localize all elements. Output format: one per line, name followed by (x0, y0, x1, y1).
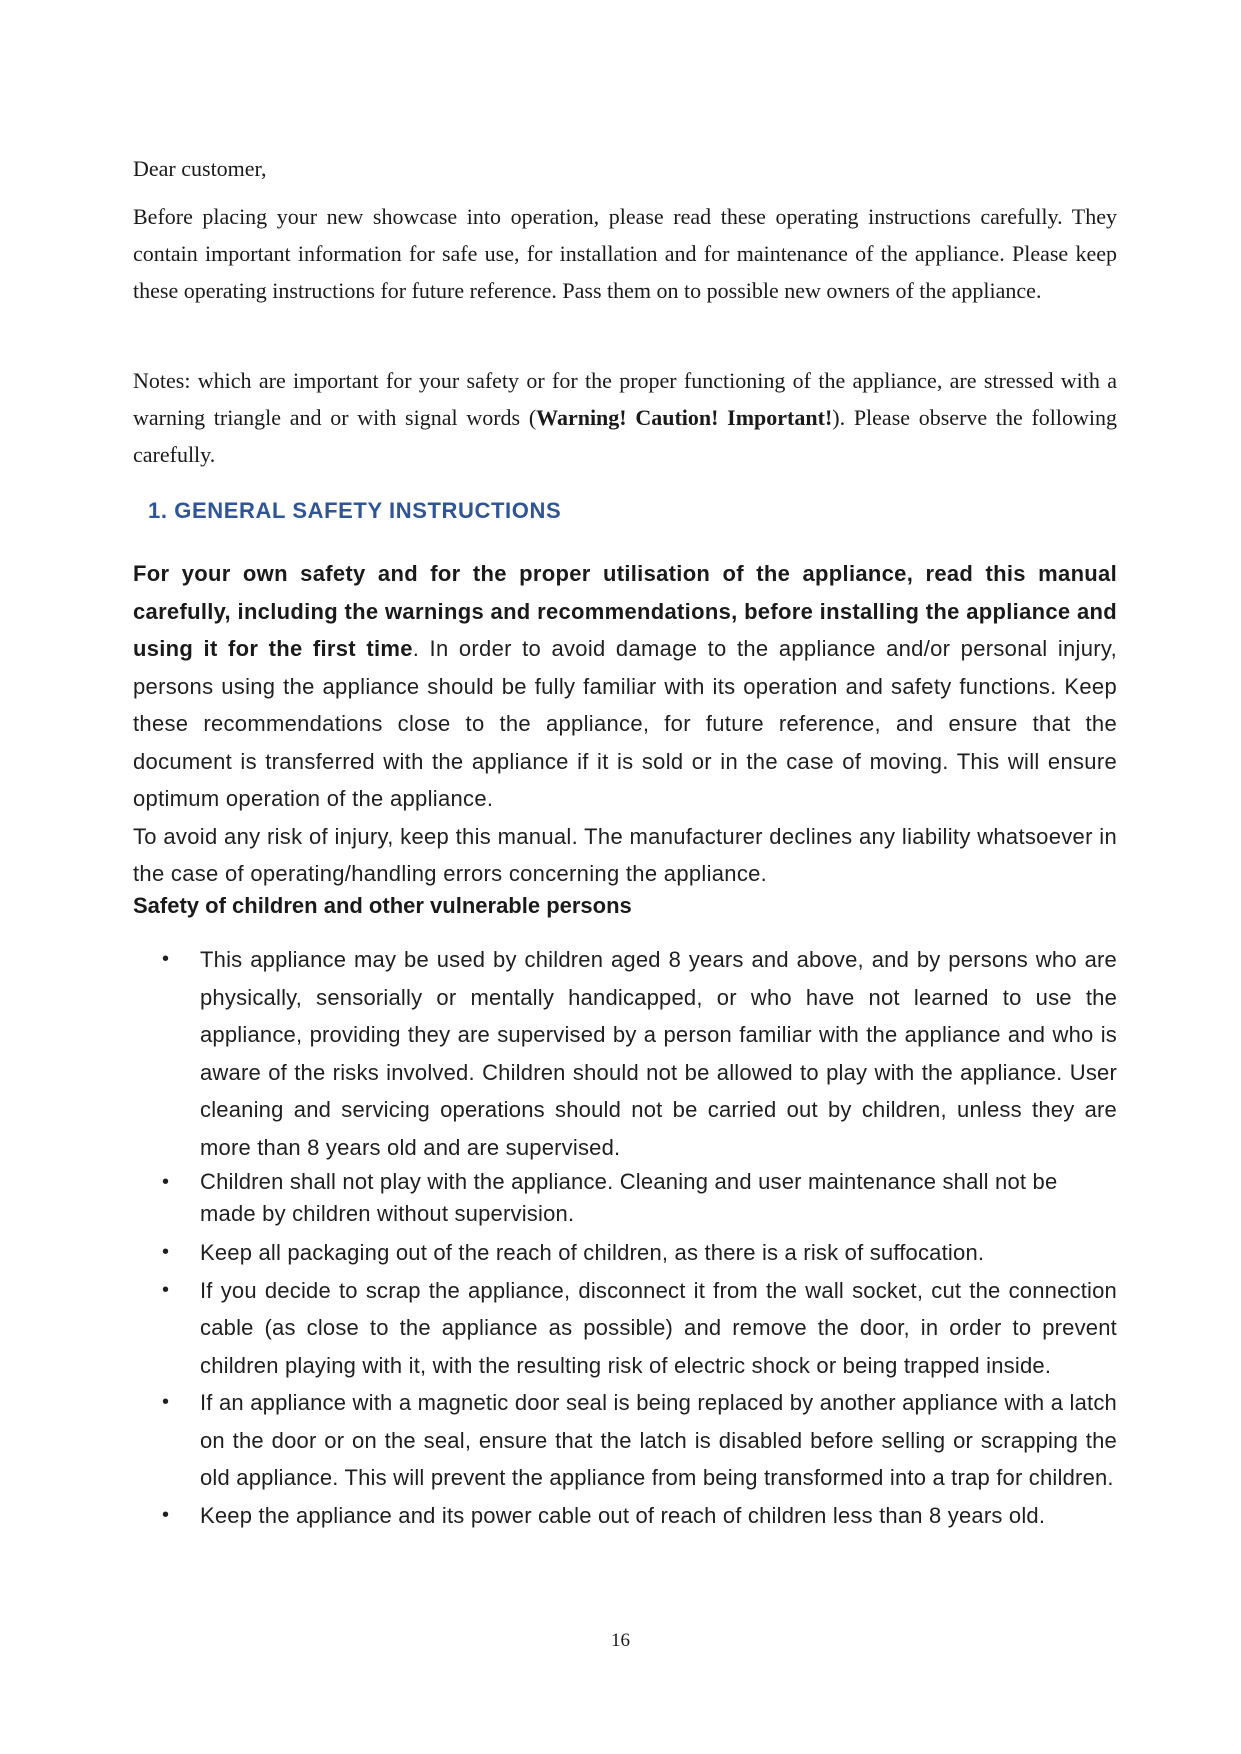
notes-text-after: ). Please observe the following carefully. (133, 405, 1118, 467)
list-item (160, 1272, 1117, 1385)
bullet-icon: • (162, 1171, 170, 1193)
bullet-icon: • (162, 1503, 170, 1526)
bullet-icon: • (162, 948, 170, 970)
safety-intro-paragraph (133, 555, 1117, 893)
list-item (160, 1234, 1117, 1272)
bullet-icon: • (162, 1391, 170, 1413)
list-item-text: If you decide to scrap the appliance, disconnect it from the wall socket, cut the connection cable (as close to the appliance as possible) and remove the door, in order to prevent children playing with it, with the resulting risk of electric shock or being trapped inside. (200, 1277, 1117, 1378)
safety-lead (133, 555, 1117, 818)
bullet-icon: • (162, 1278, 170, 1301)
intro-paragraph: Before placing your new showcase into operation, please read these operating instructions carefully. They contain important information for safe use, for installation and for maintenance of the appliance. Please keep these operating instructions for future reference. Pass them on to possible new owners of the appliance. (133, 204, 1117, 303)
liability-text: To avoid any risk of injury, keep this manual. The manufacturer declines any liability whatsoever in the case of operating/handling errors concerning the appliance. (133, 823, 1117, 886)
children-safety-subheading: Safety of children and other vulnerable persons (133, 893, 632, 918)
greeting: Dear customer, (133, 156, 267, 181)
signal-words: Warning! Caution! Important! (536, 405, 833, 430)
notes-paragraph (133, 362, 1117, 473)
children-safety-list (160, 941, 1117, 1534)
safety-lead-rest: . In order to avoid damage to the appliance and/or personal injury, persons using the appliance should be fully familiar with its operation and safety functions. Keep these recommendations close to the appliance, for future reference, and ensure that the document is transferred with the appliance if it is sold or in the case of moving. This will ensure optimum operation of the appliance. (133, 636, 1117, 811)
list-item-text: This appliance may be used by children aged 8 years and above, and by persons who are physically, sensorially or mentally handicapped, or who have not learned to use the appliance, providing they are supervised by a person familiar with the appliance and who is aware of the risks involved. Children should not be allowed to play with the appliance. User cleaning and servicing operations should not be carried out by children, unless they are more than 8 years old and are supervised. (200, 947, 1117, 1160)
list-item (160, 1166, 1117, 1230)
list-item-text: Keep the appliance and its power cable out of reach of children less than 8 years old. (200, 1502, 1046, 1528)
list-item-text: If an appliance with a magnetic door seal is being replaced by another appliance with a latch on the door or on the seal, ensure that the latch is disabled before selling or scrapping the old appliance. This will prevent the appliance from being transformed into a trap for children. (200, 1390, 1117, 1490)
page-number: 16 (611, 1630, 630, 1651)
bullet-icon: • (162, 1241, 170, 1263)
list-item (160, 1384, 1117, 1497)
section-heading: 1. GENERAL SAFETY INSTRUCTIONS (148, 498, 562, 523)
list-item-text: Children shall not play with the appliance. Cleaning and user maintenance shall not be made by children without supervision. (200, 1169, 1058, 1226)
notes-text-before: Notes: which are important for your safety or for the proper functioning of the appliance, are stressed with a warning triangle and or with signal words ( (133, 368, 1117, 430)
safety-lead-bold: For your own safety and for the proper utilisation of the appliance, read this manual carefully, including the warnings and recommendations, before installing the appliance and using it for the first time (133, 561, 1117, 661)
list-item-text: Keep all packaging out of the reach of children, as there is a risk of suffocation. (200, 1240, 985, 1265)
list-item (160, 941, 1117, 1166)
list-item (160, 1497, 1117, 1535)
